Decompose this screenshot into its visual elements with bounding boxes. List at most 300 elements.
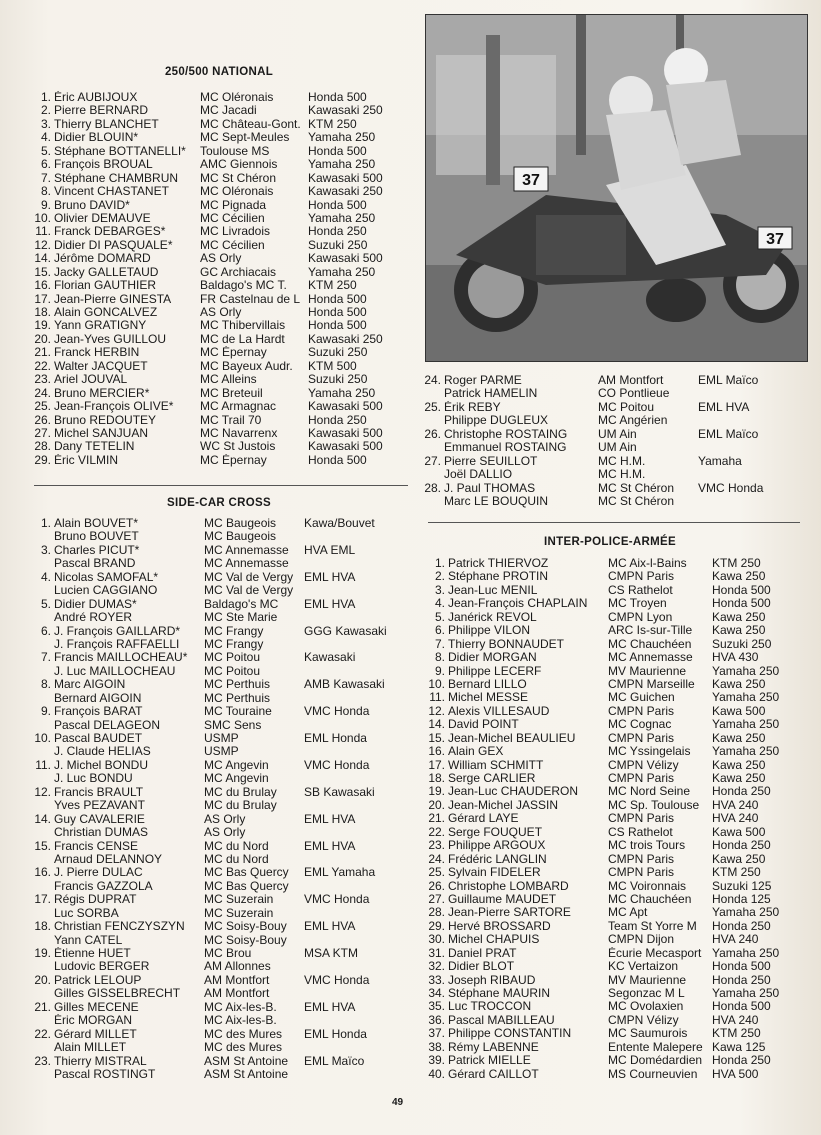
machine: KTM 250 bbox=[712, 557, 761, 570]
club: MC du Nord bbox=[204, 839, 269, 853]
rider-name: Jean-Pierre SARTORE bbox=[448, 906, 571, 920]
rank bbox=[28, 638, 54, 651]
club: ASM St Antoine bbox=[204, 1054, 289, 1068]
rider-name: J. Luc MAILLOCHEAU bbox=[54, 664, 176, 678]
rider-name: Didier DI PASQUALE* bbox=[54, 238, 173, 252]
rider-name: Éric VILMIN bbox=[54, 453, 119, 467]
rank: 20. bbox=[428, 797, 445, 812]
rank: 9. bbox=[434, 663, 445, 678]
rider-name: Pierre BERNARD bbox=[54, 104, 149, 118]
rider-name: Christian FENCZYSZYN bbox=[54, 920, 185, 934]
machine: Honda 500 bbox=[712, 960, 771, 974]
machine: Kawa/Bouvet bbox=[304, 517, 375, 530]
rider-name: Michel MESSE bbox=[448, 691, 529, 705]
rank: 17. bbox=[34, 291, 51, 306]
rank: 21. bbox=[428, 811, 445, 826]
club: MC Cécilien bbox=[200, 238, 265, 252]
machine bbox=[304, 987, 408, 1000]
machine bbox=[304, 745, 408, 758]
club: WC St Justois bbox=[200, 440, 276, 454]
machine bbox=[304, 692, 408, 705]
list-item bbox=[28, 400, 410, 413]
rank bbox=[28, 799, 54, 812]
rider-name: Marc LE BOUQUIN bbox=[444, 494, 549, 508]
rank: 5. bbox=[434, 609, 445, 624]
rider-name: Franck HERBIN bbox=[54, 346, 140, 360]
rank: 6. bbox=[40, 157, 51, 172]
rider-name: Florian GAUTHIER bbox=[54, 279, 157, 293]
machine: Suzuki 250 bbox=[712, 637, 772, 651]
rider-name: Yves PEZAVANT bbox=[54, 799, 145, 813]
machine bbox=[304, 1068, 408, 1081]
machine: KTM 250 bbox=[712, 866, 761, 880]
rider-name: Francis CENSE bbox=[54, 839, 139, 853]
rank: 16. bbox=[34, 278, 51, 293]
rank: 3. bbox=[40, 116, 51, 131]
rank: 38. bbox=[428, 1039, 445, 1054]
list-item bbox=[418, 826, 802, 839]
rider-name: Étienne HUET bbox=[54, 947, 131, 960]
club: MV Maurienne bbox=[608, 973, 687, 987]
rider-name: Jérôme DOMARD bbox=[54, 252, 151, 266]
club: CMPN Vélizy bbox=[608, 1013, 679, 1027]
rank bbox=[28, 665, 54, 678]
machine: Suzuki 125 bbox=[712, 879, 772, 893]
club: CMPN Paris bbox=[608, 704, 675, 718]
machine: EML Maïco bbox=[304, 1054, 365, 1068]
rank: 27. bbox=[424, 453, 441, 468]
rider-name: Philippe VILON bbox=[448, 624, 531, 638]
list-item bbox=[418, 1041, 802, 1054]
rider-name: Franck DEBARGES* bbox=[54, 225, 166, 239]
club: MC St Chéron bbox=[598, 494, 675, 508]
list-item bbox=[28, 131, 410, 144]
club: MC Poitou bbox=[204, 651, 261, 665]
list-item bbox=[28, 1055, 410, 1068]
club: MC Bas Quercy bbox=[204, 879, 289, 893]
rider-name: Gérard LAYE bbox=[448, 812, 519, 826]
rank: 29. bbox=[34, 452, 51, 467]
rider-name: Pascal ROSTINGT bbox=[54, 1067, 156, 1081]
rank: 39. bbox=[428, 1053, 445, 1068]
rider-name: Bernard AIGOIN bbox=[54, 691, 142, 705]
list-item bbox=[28, 719, 410, 732]
list-item bbox=[418, 772, 802, 785]
club: MC Jacadi bbox=[200, 104, 257, 118]
rank: 19. bbox=[34, 946, 51, 960]
list-item bbox=[28, 387, 410, 400]
rank: 14. bbox=[34, 811, 51, 826]
list-item bbox=[28, 414, 410, 427]
list-item bbox=[28, 799, 410, 812]
machine: EML HVA bbox=[304, 839, 356, 853]
machine bbox=[304, 934, 408, 947]
rank: 26. bbox=[424, 426, 441, 441]
machine bbox=[304, 1041, 408, 1054]
list-item bbox=[418, 1014, 802, 1027]
rank: 19. bbox=[428, 784, 445, 799]
club: MC Chauchéen bbox=[608, 637, 692, 651]
club: MC Baugeois bbox=[204, 517, 277, 530]
club: MC Angevin bbox=[204, 772, 269, 786]
rank: 2. bbox=[40, 103, 51, 118]
club: Écurie Mecasport bbox=[608, 946, 702, 960]
machine: HVA 240 bbox=[712, 798, 759, 812]
rank: 4. bbox=[40, 569, 51, 584]
machine bbox=[698, 468, 798, 481]
club: MC Oléronais bbox=[200, 91, 274, 104]
rank: 5. bbox=[40, 596, 51, 611]
rider-name: Gilles GISSELBRECHT bbox=[54, 987, 181, 1001]
rider-name: Daniel PRAT bbox=[448, 946, 517, 960]
list-item bbox=[28, 530, 410, 543]
club: MC Bas Quercy bbox=[204, 866, 289, 880]
machine: Honda 250 bbox=[308, 413, 367, 427]
rank: 34. bbox=[428, 986, 445, 1000]
list-item bbox=[418, 799, 802, 812]
club: AMC Giennois bbox=[200, 158, 278, 172]
club: Segonzac M L bbox=[608, 987, 685, 1000]
rider-name: Jean-François OLIVE* bbox=[54, 400, 174, 414]
club: MC Poitou bbox=[598, 400, 655, 414]
rank: 9. bbox=[40, 197, 51, 212]
list-item bbox=[418, 933, 802, 946]
rider-name: J. Paul THOMAS bbox=[444, 481, 536, 495]
machine bbox=[698, 387, 798, 400]
rank: 12. bbox=[428, 703, 445, 718]
rank: 26. bbox=[34, 412, 51, 427]
list-item bbox=[28, 440, 410, 453]
machine: EML Honda bbox=[304, 732, 367, 745]
rider-name: Janérick REVOL bbox=[448, 610, 537, 624]
list-item bbox=[418, 974, 802, 987]
rider-name: Régis DUPRAT bbox=[54, 893, 137, 907]
list-item bbox=[418, 665, 802, 678]
list-item bbox=[28, 319, 410, 332]
list-item bbox=[418, 1027, 802, 1040]
rider-name: Gérard CAILLOT bbox=[448, 1067, 539, 1081]
machine: Honda 500 bbox=[712, 583, 771, 597]
club: FR Castelnau de L bbox=[200, 292, 301, 306]
rider-name: Pascal DELAGEON bbox=[54, 718, 161, 732]
club: MC H.M. bbox=[598, 468, 646, 482]
list-item bbox=[418, 495, 802, 508]
rank: 24. bbox=[34, 385, 51, 400]
machine: Kawa 125 bbox=[712, 1040, 766, 1054]
list-item bbox=[418, 893, 802, 906]
machine: Kawasaki 250 bbox=[308, 104, 383, 118]
list-item bbox=[418, 920, 802, 933]
machine: Kawasaki bbox=[304, 651, 356, 665]
list-item bbox=[418, 414, 802, 427]
machine: Honda 250 bbox=[308, 225, 367, 239]
rank: 19. bbox=[34, 318, 51, 333]
club: CMPN Dijon bbox=[608, 933, 675, 947]
rank: 14. bbox=[34, 251, 51, 266]
rank: 30. bbox=[428, 932, 445, 947]
machine: VMC Honda bbox=[698, 481, 764, 495]
rider-name: Lucien CAGGIANO bbox=[54, 584, 158, 598]
machine: Kawasaki 250 bbox=[308, 185, 383, 199]
list-item bbox=[418, 839, 802, 852]
machine: Yamaha 250 bbox=[712, 987, 780, 1000]
rider-name: Stéphane PROTIN bbox=[448, 570, 549, 584]
rank: 7. bbox=[40, 170, 51, 185]
rank: 22. bbox=[34, 1026, 51, 1041]
machine: Honda 500 bbox=[308, 91, 367, 104]
list-item bbox=[28, 427, 410, 440]
rider-name: Jean-Luc MENIL bbox=[448, 583, 538, 597]
list-item bbox=[28, 1001, 410, 1014]
rank: 15. bbox=[428, 730, 445, 745]
sidecar-race-photo bbox=[425, 14, 808, 362]
rider-name: Bernard LILLO bbox=[448, 677, 527, 691]
rank: 4. bbox=[434, 596, 445, 611]
club: MC du Brulay bbox=[204, 799, 277, 813]
rider-name: André ROYER bbox=[54, 611, 133, 625]
rank: 15. bbox=[34, 838, 51, 853]
list-item bbox=[418, 441, 802, 454]
list-item bbox=[28, 638, 410, 651]
list-item bbox=[418, 374, 802, 387]
club: MC Épernay bbox=[200, 346, 267, 360]
club: Baldago's MC T. bbox=[200, 279, 287, 293]
list-item bbox=[28, 239, 410, 252]
list-item bbox=[28, 786, 410, 799]
list-item bbox=[28, 880, 410, 893]
rider-name: Alexis VILLESAUD bbox=[448, 704, 550, 718]
club: CMPN Vélizy bbox=[608, 758, 679, 772]
machine: HVA EML bbox=[304, 543, 356, 557]
machine: HVA 240 bbox=[712, 933, 759, 947]
rider-name: Didier BLOUIN* bbox=[54, 131, 139, 145]
machine: Yamaha 250 bbox=[712, 745, 780, 759]
club: MC Annemasse bbox=[204, 543, 289, 557]
rank: 32. bbox=[428, 959, 445, 974]
club: MC trois Tours bbox=[608, 839, 686, 853]
club: Baldago's MC bbox=[204, 597, 279, 611]
club: MC Soisy-Bouy bbox=[204, 920, 287, 934]
list-item bbox=[418, 759, 802, 772]
list-item bbox=[418, 745, 802, 758]
rider-name: Philippe CONSTANTIN bbox=[448, 1027, 572, 1041]
rank: 10. bbox=[34, 731, 51, 745]
machine: Honda 250 bbox=[712, 785, 771, 799]
rider-name: Francis GAZZOLA bbox=[54, 879, 153, 893]
rank bbox=[28, 692, 54, 705]
rank bbox=[28, 826, 54, 839]
machine: VMC Honda bbox=[304, 705, 370, 719]
club: MC Voironnais bbox=[608, 879, 687, 893]
list-item bbox=[28, 732, 410, 745]
rank bbox=[28, 772, 54, 785]
club: MC Domédardien bbox=[608, 1054, 703, 1068]
machine: EML HVA bbox=[698, 400, 750, 414]
list-item bbox=[418, 468, 802, 481]
rider-name: Thierry BLANCHET bbox=[54, 117, 159, 131]
list-item bbox=[418, 597, 802, 610]
rank: 15. bbox=[34, 264, 51, 279]
rider-name: Marc AIGOIN bbox=[54, 678, 126, 692]
list-item bbox=[28, 212, 410, 225]
rider-name: Michel SANJUAN bbox=[54, 426, 149, 440]
rider-name: Philippe DUGLEUX bbox=[444, 414, 549, 428]
list-item bbox=[28, 934, 410, 947]
rank: 28. bbox=[424, 480, 441, 495]
list-item bbox=[28, 1028, 410, 1041]
rider-name: Jean-François CHAPLAIN bbox=[448, 597, 588, 611]
club: MC des Mures bbox=[204, 1041, 283, 1055]
club: MC H.M. bbox=[598, 454, 646, 468]
rider-name: Ludovic BERGER bbox=[54, 960, 150, 974]
list-item bbox=[418, 1054, 802, 1067]
list-item bbox=[28, 104, 410, 117]
machine: Kawa 250 bbox=[712, 731, 766, 745]
machine: EML HVA bbox=[304, 597, 356, 611]
rider-name: William SCHMITT bbox=[448, 758, 544, 772]
machine: Honda 500 bbox=[712, 1000, 771, 1014]
list-item bbox=[28, 665, 410, 678]
club: MC Armagnac bbox=[200, 400, 277, 414]
rank: 25. bbox=[34, 399, 51, 414]
sidecar-title: SIDE-CAR CROSS bbox=[167, 497, 271, 509]
club: MC du Nord bbox=[204, 852, 269, 866]
machine: Honda 250 bbox=[712, 839, 771, 853]
club: MC Val de Vergy bbox=[204, 584, 294, 598]
machine: Kawa 250 bbox=[712, 610, 766, 624]
rank: 7. bbox=[40, 650, 51, 665]
rider-name: Ariel JOUVAL bbox=[54, 373, 128, 387]
club: MC Bayeux Audr. bbox=[200, 359, 293, 373]
machine: Yamaha 250 bbox=[308, 265, 376, 279]
list-item bbox=[28, 907, 410, 920]
machine bbox=[304, 1014, 408, 1027]
police-results-list bbox=[418, 557, 802, 1081]
club: SMC Sens bbox=[204, 718, 262, 732]
rider-name: Patrick HAMELIN bbox=[444, 387, 538, 401]
machine: Honda 250 bbox=[712, 1054, 771, 1068]
list-item bbox=[418, 482, 802, 495]
club: AM Montfort bbox=[598, 374, 664, 387]
list-item bbox=[418, 678, 802, 691]
club: CMPN Paris bbox=[608, 866, 675, 880]
list-item bbox=[28, 759, 410, 772]
club: UM Ain bbox=[598, 441, 637, 455]
rank: 17. bbox=[428, 757, 445, 772]
club: MC Poitou bbox=[204, 664, 261, 678]
club: CO Pontlieue bbox=[598, 387, 670, 401]
machine: Suzuki 250 bbox=[308, 373, 368, 387]
rider-name: Yann CATEL bbox=[54, 933, 123, 947]
rank: 35. bbox=[428, 999, 445, 1014]
list-item bbox=[28, 920, 410, 933]
rank: 27. bbox=[34, 425, 51, 440]
list-item bbox=[418, 401, 802, 414]
machine: Yamaha 250 bbox=[308, 211, 376, 225]
club: MC de La Hardt bbox=[200, 332, 285, 346]
rider-name: Stéphane CHAMBRUN bbox=[54, 171, 179, 185]
plate-number-label-2: 37 bbox=[522, 172, 540, 189]
rank bbox=[28, 584, 54, 597]
rank: 8. bbox=[40, 184, 51, 199]
club: MC Château-Gont. bbox=[200, 117, 301, 131]
list-item bbox=[418, 624, 802, 637]
national-results-list bbox=[28, 91, 410, 467]
club: MC Annemasse bbox=[608, 651, 693, 665]
rider-name: Dany TETELIN bbox=[54, 440, 135, 454]
rider-name: Thierry BONNAUDET bbox=[448, 637, 565, 651]
rank: 37. bbox=[428, 1026, 445, 1041]
rider-name: Luc TROCCON bbox=[448, 1000, 532, 1014]
rider-name: Nicolas SAMOFAL* bbox=[54, 570, 159, 584]
rank bbox=[28, 745, 54, 758]
rider-name: Joël DALLIO bbox=[444, 468, 513, 482]
rider-name: Francis MAILLOCHEAU* bbox=[54, 651, 188, 665]
list-item bbox=[28, 974, 410, 987]
divider bbox=[428, 522, 800, 523]
rank: 27. bbox=[428, 891, 445, 906]
machine: MSA KTM bbox=[304, 947, 359, 960]
list-item bbox=[28, 199, 410, 212]
rank: 1. bbox=[434, 556, 445, 570]
club: Toulouse MS bbox=[200, 144, 270, 158]
list-item bbox=[418, 455, 802, 468]
rider-name: Jean-Michel JASSIN bbox=[448, 798, 559, 812]
list-item bbox=[28, 279, 410, 292]
rank: 1. bbox=[40, 90, 51, 104]
rider-name: Olivier DEMAUVE bbox=[54, 211, 151, 225]
club: UM Ain bbox=[598, 427, 637, 441]
list-item bbox=[28, 813, 410, 826]
rider-name: Gérard MILLET bbox=[54, 1027, 137, 1041]
club: CS Rathelot bbox=[608, 825, 673, 839]
plate-number-label: 37 bbox=[766, 231, 784, 248]
club: CS Rathelot bbox=[608, 583, 673, 597]
list-item bbox=[418, 611, 802, 624]
club: MC Angérien bbox=[598, 414, 668, 428]
machine: AMB Kawasaki bbox=[304, 678, 385, 692]
national-title: 250/500 NATIONAL bbox=[164, 66, 274, 78]
machine: SB Kawasaki bbox=[304, 785, 375, 799]
club: MC Val de Vergy bbox=[204, 570, 294, 584]
club: KC Vertaizon bbox=[608, 960, 679, 974]
machine bbox=[304, 853, 408, 866]
club: MS Courneuvien bbox=[608, 1067, 698, 1081]
rank: 3. bbox=[40, 542, 51, 557]
sidecar-results-list bbox=[28, 517, 410, 1081]
list-item bbox=[418, 960, 802, 973]
rider-name: Roger PARME bbox=[444, 374, 522, 387]
club: CMPN Paris bbox=[608, 772, 675, 785]
machine: KTM 250 bbox=[308, 279, 357, 293]
rider-name: Pascal BAUDET bbox=[54, 732, 143, 745]
machine: EML HVA bbox=[304, 920, 356, 934]
rank bbox=[418, 468, 444, 481]
rider-name: Joseph RIBAUD bbox=[448, 973, 536, 987]
rider-name: Pascal BRAND bbox=[54, 557, 136, 571]
club: MC des Mures bbox=[204, 1027, 283, 1041]
machine: Honda 500 bbox=[308, 144, 367, 158]
machine: Yamaha 250 bbox=[308, 131, 376, 145]
club: MC Touraine bbox=[204, 705, 272, 719]
machine: VMC Honda bbox=[304, 893, 370, 907]
rider-name: Charles PICUT* bbox=[54, 543, 140, 557]
rider-name: Didier BLOT bbox=[448, 960, 515, 974]
rank: 1. bbox=[40, 516, 51, 530]
list-item bbox=[28, 840, 410, 853]
list-item bbox=[28, 185, 410, 198]
club: MC Cognac bbox=[608, 718, 672, 732]
